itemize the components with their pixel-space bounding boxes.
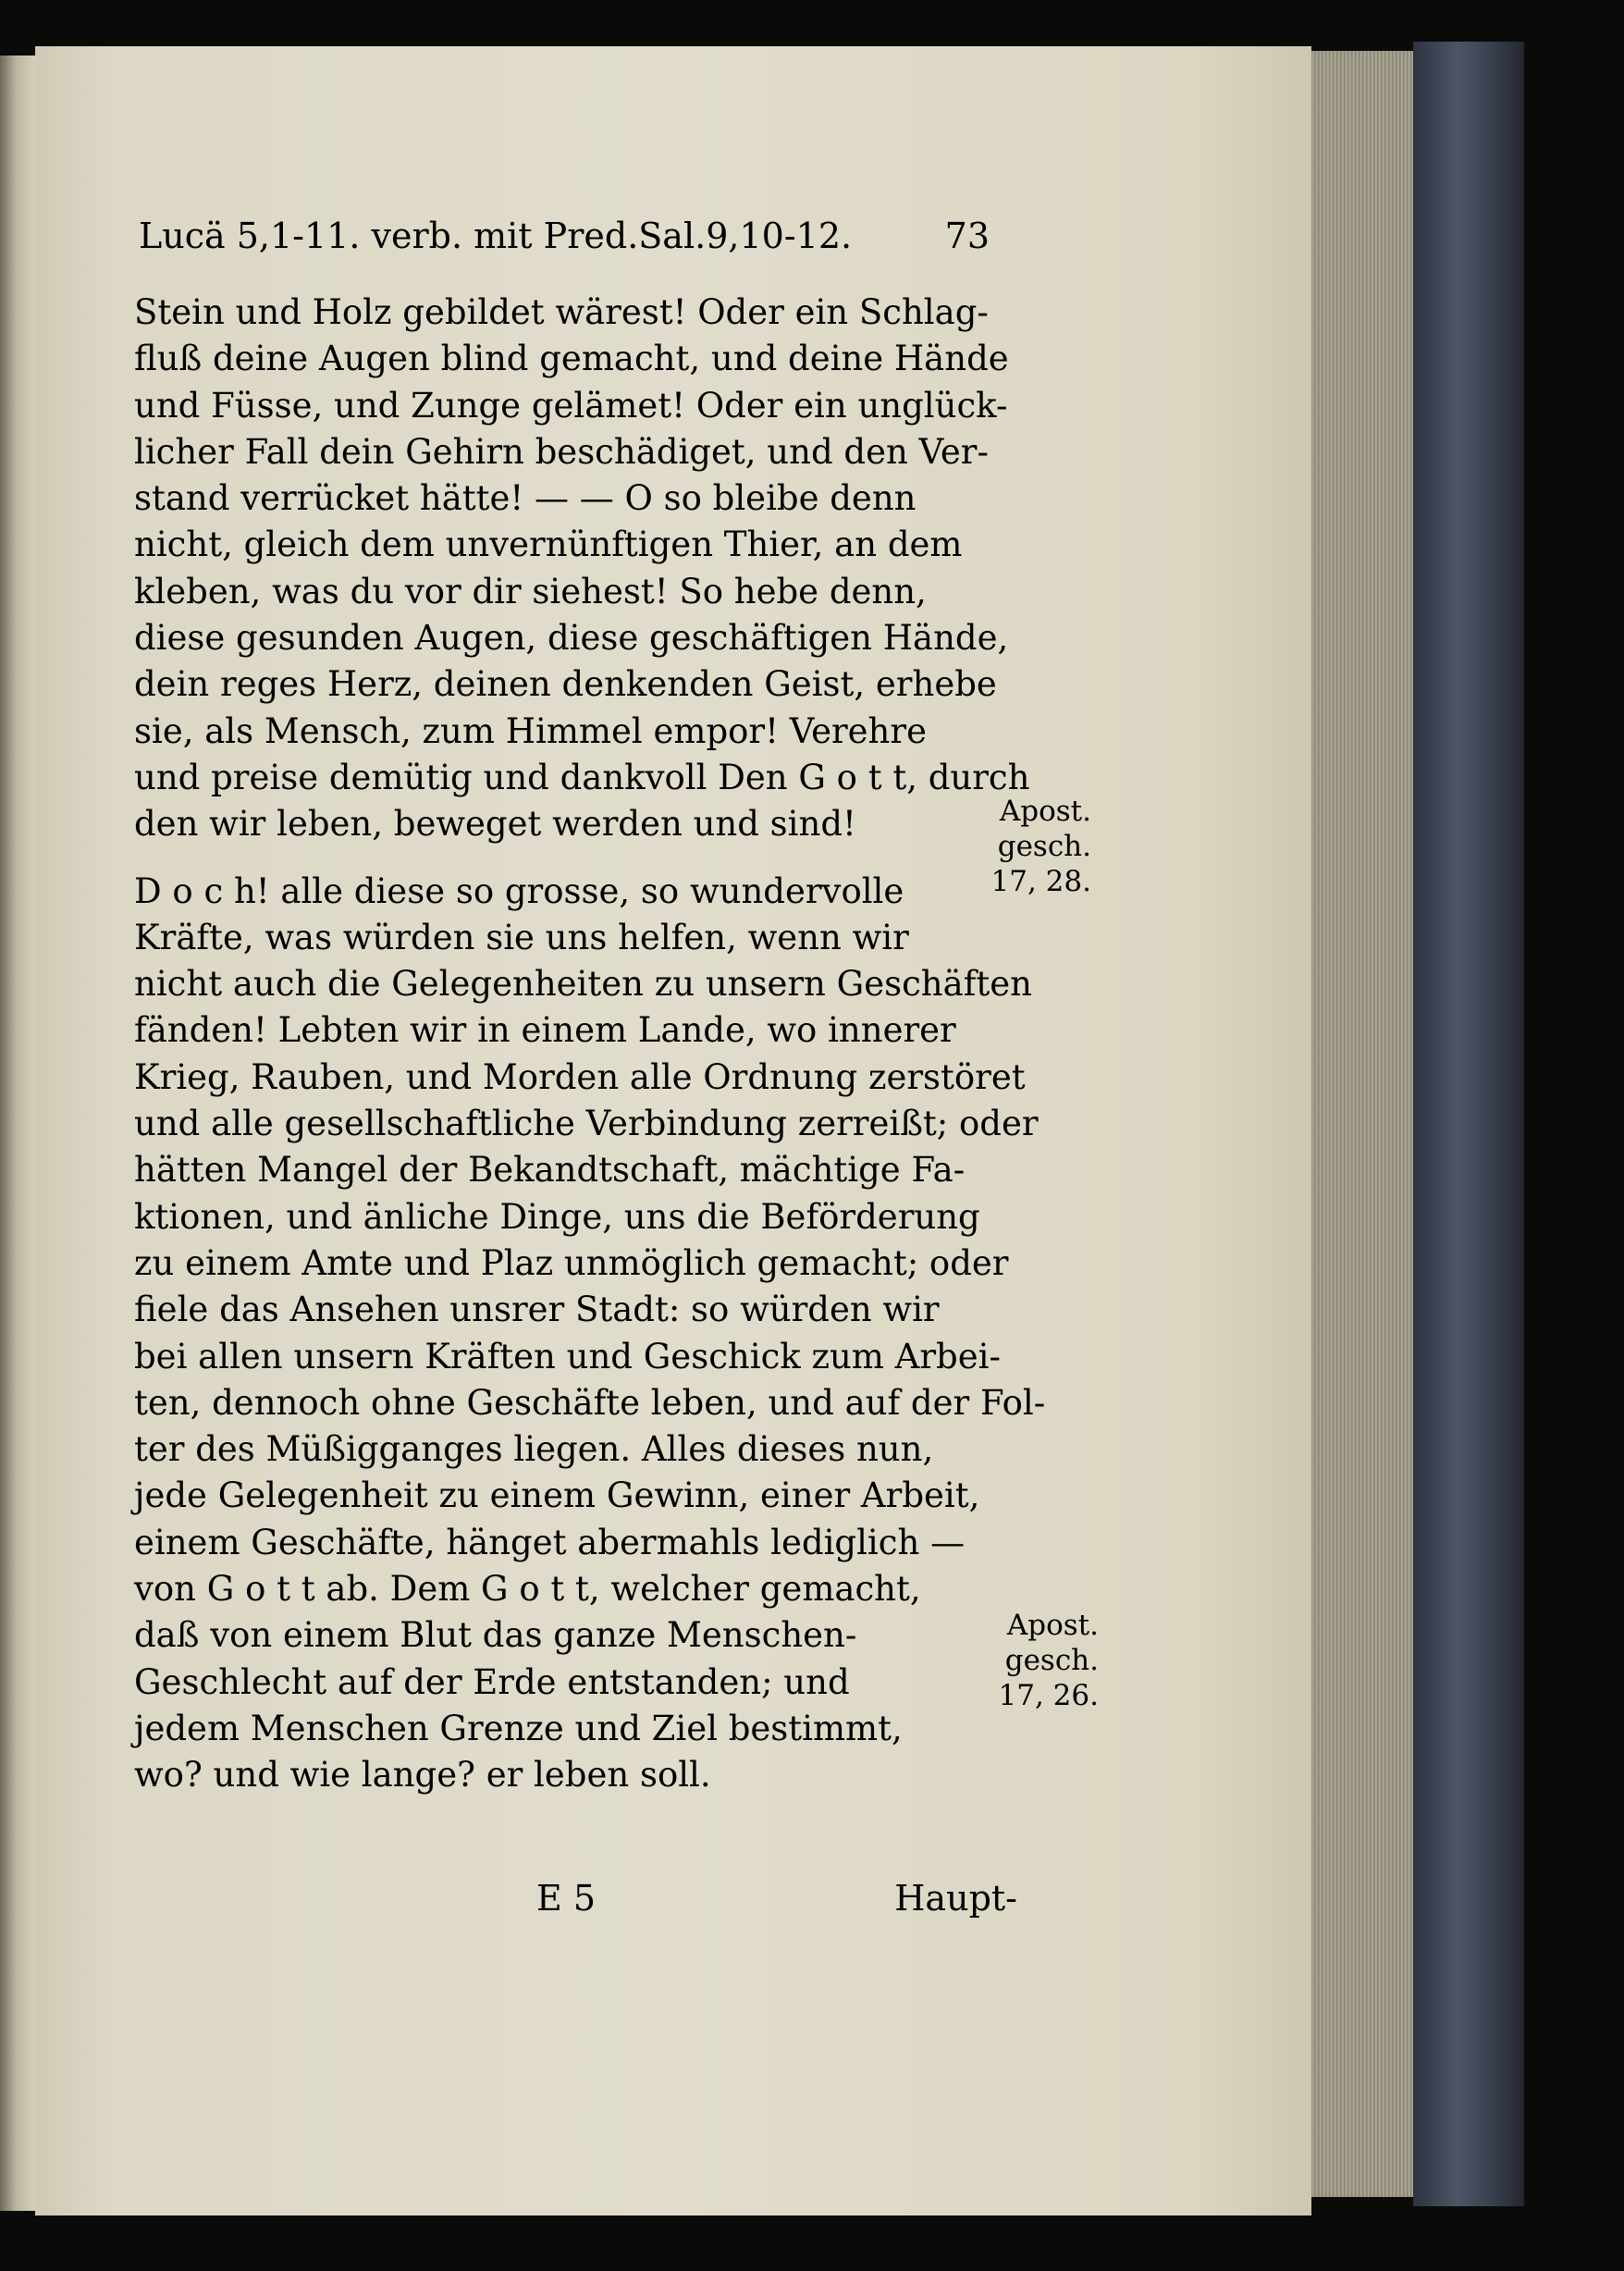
signature-mark: E 5 — [536, 1878, 596, 1919]
text-line: fluß deine Augen blind gemacht, und deine Hände — [134, 339, 1009, 379]
text-line: einem Geschäfte, hänget abermahls lediglich — — [134, 1522, 966, 1562]
text-line: ter des Müßigganges liegen. Alles dieses nun, — [134, 1429, 934, 1470]
text-line: sie, als Mensch, zum Himmel empor! Verehre — [134, 710, 927, 751]
text-line: und preise demütig und dankvoll Den G o t t, durch — [134, 757, 1030, 797]
text-line: D o c h! alle diese so grosse, so wundervolle — [134, 870, 904, 911]
text-line: den wir leben, beweget werden und sind! — [134, 804, 856, 845]
text-line: Krieg, Rauben, und Morden alle Ordnung zerstöret — [134, 1056, 1026, 1097]
page-number: 73 — [944, 216, 990, 256]
text-line: bei allen unsern Kräften und Geschick zum Arbei- — [134, 1336, 1001, 1376]
text-line: und alle gesellschaftliche Verbindung zerreißt; oder — [134, 1104, 1039, 1144]
text-line: stand verrücket hätte! — — O so bleibe denn — [134, 478, 917, 519]
margin-note-line: Apost. — [999, 795, 1091, 828]
margin-note-line: 17, 28. — [990, 865, 1091, 898]
text-line: fänden! Lebten wir in einem Lande, wo innerer — [134, 1010, 956, 1051]
text-line: nicht auch die Gelegenheiten zu unsern Geschäften — [134, 964, 1032, 1005]
margin-note-2 — [988, 1608, 1099, 1713]
text-line: und Füsse, und Zunge gelämet! Oder ein unglück- — [134, 385, 1008, 426]
text-line: diese gesunden Augen, diese geschäftigen Hände, — [134, 618, 1009, 659]
text-line: dein reges Herz, deinen denkenden Geist, erhebe — [134, 664, 997, 705]
text-line: Geschlecht auf der Erde entstanden; und — [134, 1661, 850, 1702]
previous-page-edge — [0, 56, 35, 2211]
text-line: von G o t t ab. Dem G o t t, welcher gemacht, — [134, 1569, 921, 1610]
text-line: zu einem Amte und Plaz unmöglich gemacht; oder — [134, 1242, 1009, 1283]
text-line: jedem Menschen Grenze und Ziel bestimmt, — [134, 1708, 903, 1748]
text-line: Kräfte, was würden sie uns helfen, wenn wir — [134, 917, 909, 957]
page-footer — [518, 1878, 1017, 1919]
page-edges — [1311, 51, 1413, 2197]
margin-note-line: gesch. — [997, 830, 1091, 863]
paragraph-2 — [134, 869, 1046, 1799]
text-line: fiele das Ansehen unsrer Stadt: so würden wir — [134, 1290, 940, 1330]
text-line: ktionen, und änliche Dinge, uns die Beförderung — [134, 1196, 980, 1237]
text-line: hätten Mangel der Bekandtschaft, mächtige Fa- — [134, 1150, 966, 1191]
text-line: daß von einem Blut das ganze Menschen- — [134, 1615, 857, 1656]
text-line: Stein und Holz gebildet wärest! Oder ein Schlag- — [134, 292, 989, 332]
text-line: nicht, gleich dem unvernünftigen Thier, an dem — [134, 525, 963, 565]
text-line: licher Fall dein Gehirn beschädiget, und den Ver- — [134, 431, 989, 472]
margin-note-1 — [980, 794, 1091, 899]
text-line: kleben, was du vor dir siehest! So hebe denn, — [134, 571, 927, 611]
margin-note-line: gesch. — [1004, 1644, 1099, 1677]
margin-note-line: 17, 26. — [998, 1679, 1099, 1712]
text-line: wo? und wie lange? er leben soll. — [134, 1755, 711, 1796]
catchword: Haupt- — [894, 1878, 1017, 1919]
running-head — [139, 208, 990, 264]
text-line: ten, dennoch ohne Geschäfte leben, und auf der Fol- — [134, 1382, 1046, 1423]
book-cover — [1413, 42, 1524, 2206]
text-line: jede Gelegenheit zu einem Gewinn, einer Arbeit, — [134, 1475, 980, 1516]
margin-note-line: Apost. — [1006, 1609, 1099, 1642]
running-title: Lucä 5,1-11. verb. mit Pred.Sal.9,10-12. — [139, 216, 853, 256]
paragraph-1 — [134, 290, 1030, 848]
